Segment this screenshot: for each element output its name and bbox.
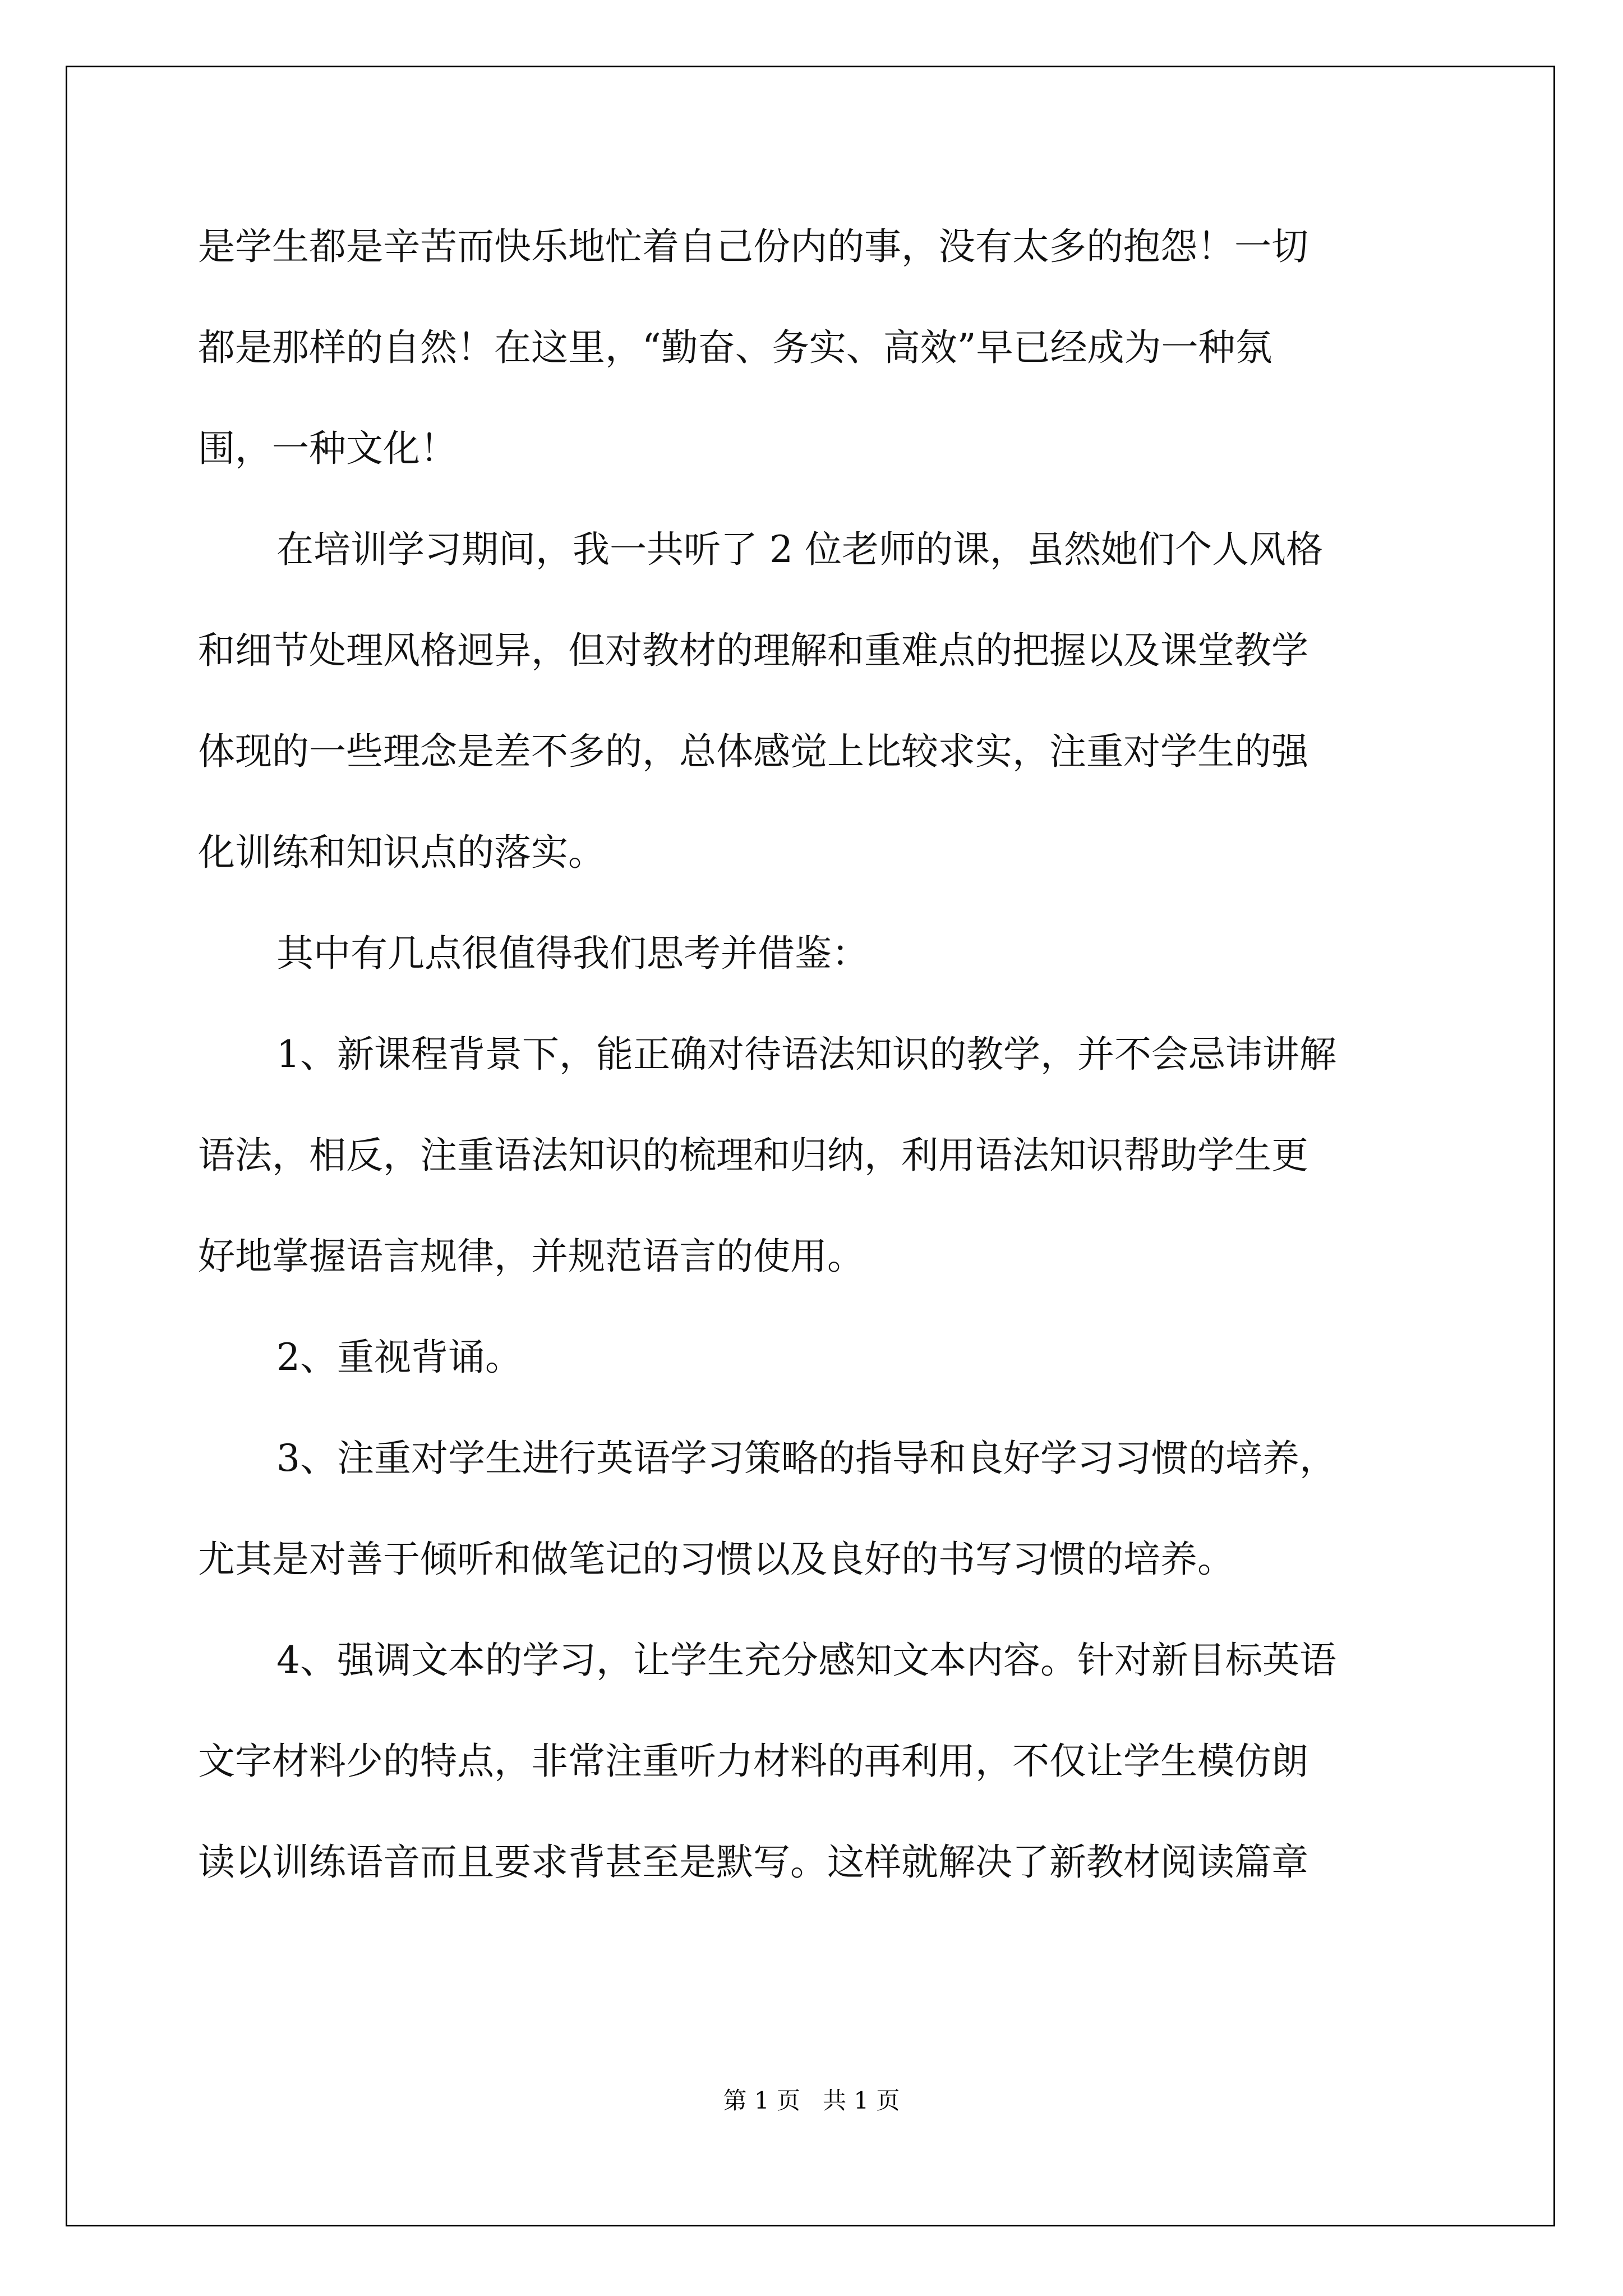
- text-line: 文字材料少的特点，非常注重听力材料的再利用，不仅让学生模仿朗: [198, 1740, 1308, 1783]
- text-line: 是学生都是辛苦而快乐地忙着自己份内的事，没有太多的抱怨！一切: [198, 225, 1308, 268]
- document-body: [198, 213, 1432, 1930]
- text-line: 在培训学习期间，我一共听了 2 位老师的课，虽然她们个人风格: [276, 528, 1323, 571]
- text-line: 化训练和知识点的落实。: [198, 831, 605, 874]
- text-line: 其中有几点很值得我们思考并借鉴：: [276, 932, 869, 975]
- text-line: 体现的一些理念是差不多的，总体感觉上比较求实，注重对学生的强: [198, 730, 1308, 773]
- text-line: 围，一种文化！: [198, 427, 457, 470]
- text-line: 和细节处理风格迥异，但对教材的理解和重难点的把握以及课堂教学: [198, 629, 1308, 672]
- text-line: 2、重视背诵。: [276, 1336, 522, 1379]
- text-line: 语法，相反，注重语法知识的梳理和归纳，利用语法知识帮助学生更: [198, 1134, 1308, 1177]
- page-footer: 第 1 页 共 1 页: [723, 2087, 900, 2114]
- text-line: 好地掌握语言规律，并规范语言的使用。: [198, 1235, 864, 1278]
- text-line: 3、注重对学生进行英语学习策略的指导和良好学习习惯的培养，: [276, 1437, 1336, 1480]
- text-line: 都是那样的自然！在这里，“勤奋、务实、高效”早已经成为一种氛: [198, 326, 1272, 369]
- text-line: 读以训练语音而且要求背甚至是默写。这样就解决了新教材阅读篇章: [198, 1841, 1308, 1884]
- text-line: 1、新课程背景下，能正确对待语法知识的教学，并不会忌讳讲解: [276, 1033, 1336, 1076]
- text-line: 尤其是对善于倾听和做笔记的习惯以及良好的书写习惯的培养。: [198, 1538, 1234, 1581]
- text-line: 4、强调文本的学习，让学生充分感知文本内容。针对新目标英语: [276, 1639, 1336, 1682]
